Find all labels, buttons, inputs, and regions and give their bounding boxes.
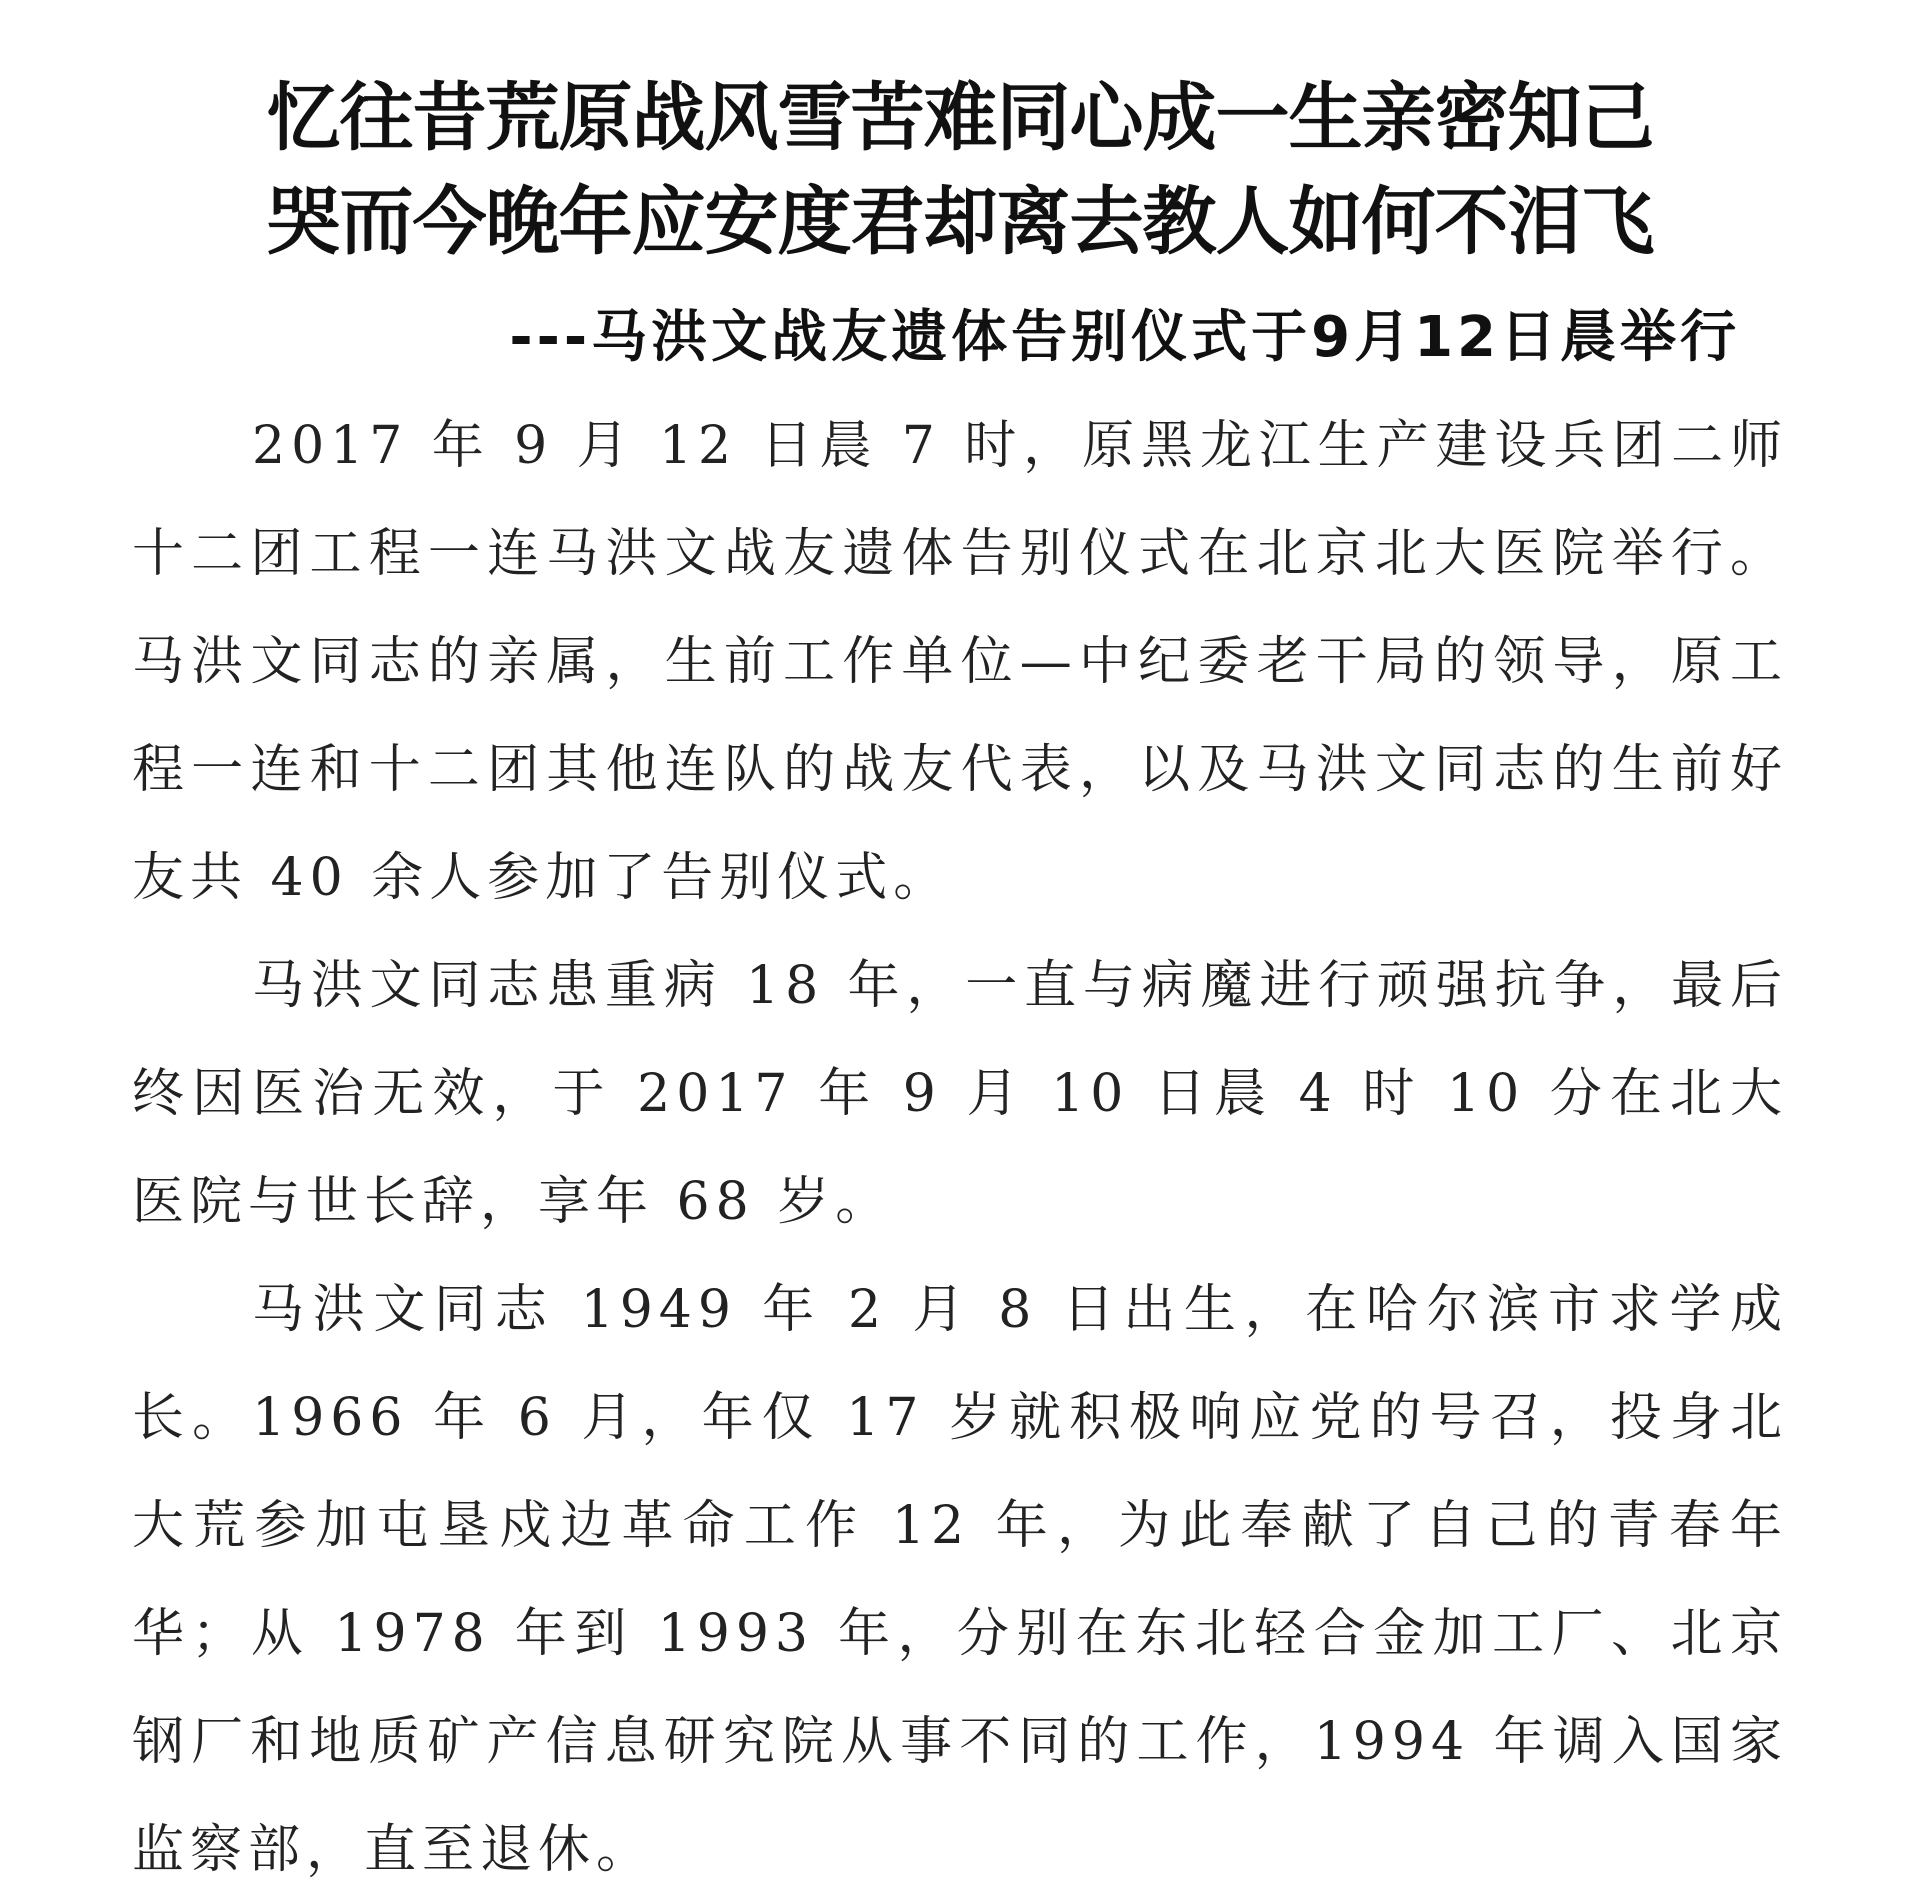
headline-line-2: 哭而今晚年应安度君却离去教人如何不泪飞	[266, 179, 1654, 265]
article-paragraph	[132, 932, 1788, 1256]
paragraph-text-1: 2017 年 9 月 12 日晨 7 时，原黑龙江生产建设兵团二师十二团工程一连马洪文战友遗体告别仪式在北京北大医院举行。马洪文同志的亲属，生前工作单位—中纪委老干局的领导，原工程一连和十二团其他连队的战友代表，以及马洪文同志的生前好友共 40 余人参加了告别仪式。	[132, 416, 1788, 908]
article-subtitle: ---马洪文战友遗体告别仪式于9月12日晨举行	[509, 305, 1740, 370]
article-paragraph	[132, 392, 1788, 932]
paragraph-text-2: 马洪文同志患重病 18 年，一直与病魔进行顽强抗争，最后终因医治无效，于 2017 年 9 月 10 日晨 4 时 10 分在北大医院与世长辞，享年 68 岁。	[132, 956, 1788, 1232]
headline-line-1: 忆往昔荒原战风雪苦难同心成一生亲密知己	[266, 75, 1654, 161]
paragraph-text-3: 马洪文同志 1949 年 2 月 8 日出生，在哈尔滨市求学成长。1966 年 6 月，年仅 17 岁就积极响应党的号召，投身北大荒参加屯垦戍边革命工作 12 年，为此奉献了自己的青春年华；从 1978 年到 1993 年，分别在东北轻合金加工厂、北京钢厂和地质矿产信息研究院从事不同的工作，1994 年调入国家监察部，直至退休。	[132, 1280, 1788, 1880]
article-paragraph	[132, 1256, 1788, 1904]
